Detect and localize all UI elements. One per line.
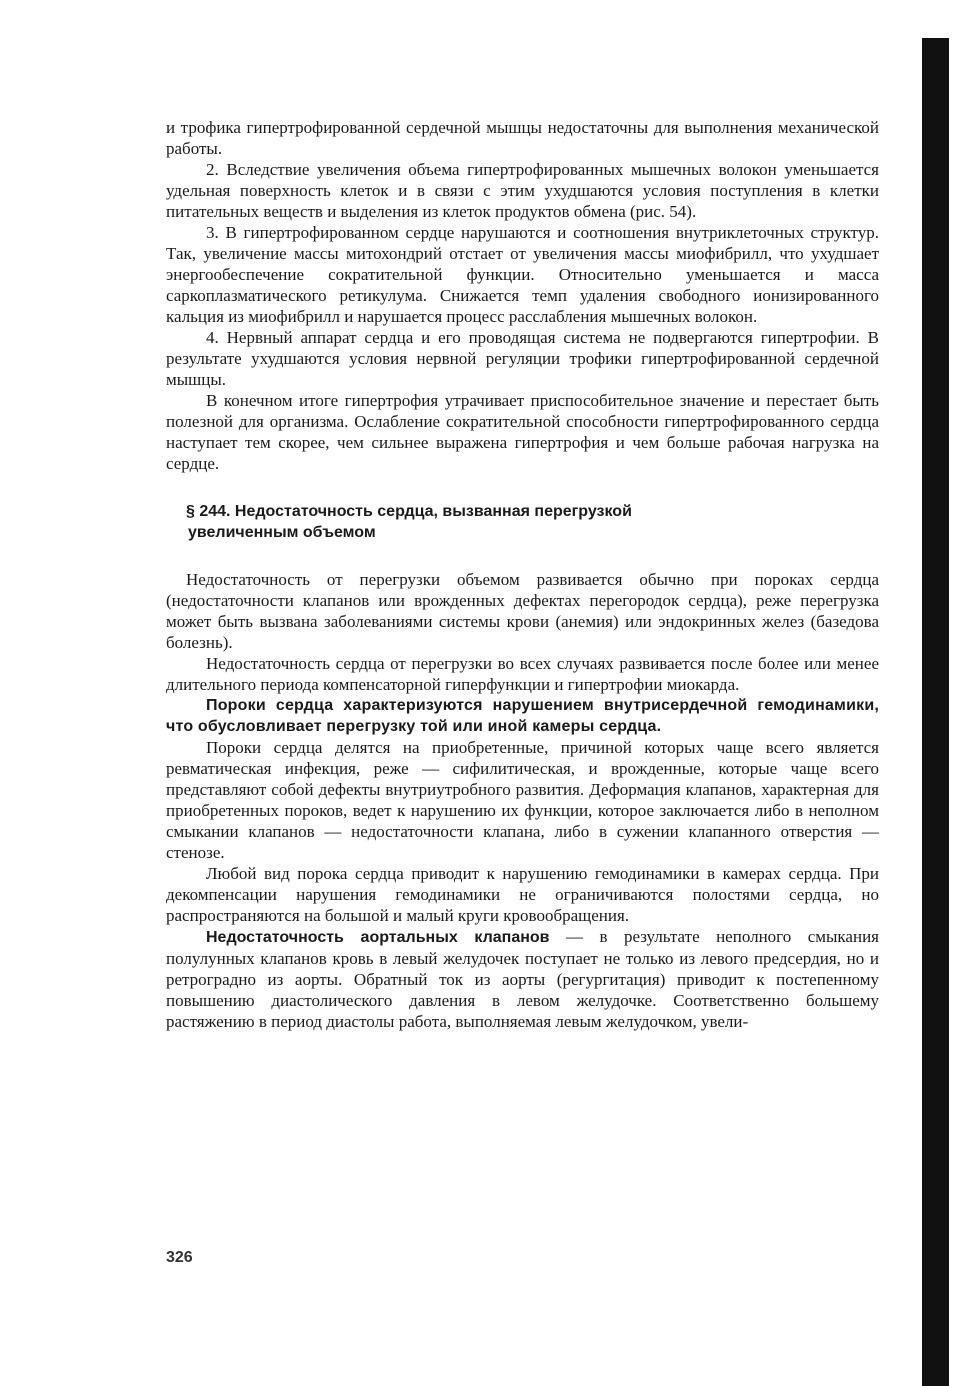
page-number: 326 <box>166 1249 193 1266</box>
paragraph-aortic-text: — в результате неполного смыкания полулунных клапанов кровь в левый желудочек поступает не только из левого предсердия, но и ретроградно из аорты. Обратный ток из аорты (регургитация) приводит к постепенному повышению диастолического давления в левом желудочке. Соответственно большему растяжению в период диастолы работа, выполняемая левым желудочком, увели- <box>166 927 879 1031</box>
section-heading-line1: § 244. Недостаточность сердца, вызванная перегрузкой <box>186 503 632 520</box>
paragraph-section-intro: Недостаточность от перегрузки объемом развивается обычно при пороках сердца (недостаточности клапанов или врожденных дефектах перегородок сердца), реже перегрузка может быть вызвана заболеваниями системы крови (анемия) или эндокринных желез (базедова болезнь). <box>166 570 879 652</box>
paragraph-hemodynamics: Любой вид порока сердца приводит к нарушению гемодинамики в камерах сердца. При декомпенсации нарушения гемодинамики не ограничиваются полостями сердца, но распространяются на большой и малый круги кровообращения. <box>166 864 879 925</box>
paragraph-emphasis: Пороки сердца характеризуются нарушением внутрисердечной гемодинамики, что обусловливает перегрузку той или иной камеры сердца. <box>166 697 879 735</box>
paragraph-conclusion: В конечном итоге гипертрофия утрачивает приспособительное значение и перестает быть полезной для организма. Ослабление сократительной способности гипертрофированного сердца наступает тем скорее, чем сильнее выражена гипертрофия и чем больше рабочая нагрузка на сердце. <box>166 391 879 473</box>
paragraph-defects-types: Пороки сердца делятся на приобретенные, причиной которых чаще всего является ревматическая инфекция, реже — сифилитическая, и врожденные, которые чаще всего представляют собой дефекты внутриутробного развития. Деформация клапанов, характерная для приобретенных пороков, ведет к нарушению их функции, которое заключается либо в неполном смыкании клапанов — недостаточности клапана, либо в сужении клапанного отверстия — стенозе. <box>166 738 879 862</box>
paragraph-point-4: 4. Нервный аппарат сердца и его проводящая система не подвергаются гипертрофии. В результате ухудшаются условия нервной регуляции трофики гипертрофированной сердечной мышцы. <box>166 328 879 389</box>
paragraph-aortic-insufficiency <box>166 926 879 1032</box>
section-heading <box>186 501 879 543</box>
paragraph-overload: Недостаточность сердца от перегрузки во всех случаях развивается после более или менее длительного периода компенсаторной гиперфункции и гипертрофии миокарда. <box>166 654 879 694</box>
paragraph-point-2: 2. Вследствие увеличения объема гипертрофированных мышечных волокон уменьшается удельная поверхность клеток и в связи с этим ухудшаются условия поступления в клетки питательных веществ и выделения из клеток продуктов обмена (рис. 54). <box>166 160 879 221</box>
paragraph-continuation: и трофика гипертрофированной сердечной мышцы недостаточны для выполнения механической работы. <box>166 118 879 158</box>
text-column <box>166 117 879 1032</box>
paragraph-point-3: 3. В гипертрофированном сердце нарушаются и соотношения внутриклеточных структур. Так, увеличение массы митохондрий отстает от увеличения массы миофибрилл, что ухудшает энергообеспечение сократительной функции. Относительно уменьшается и масса саркоплазматического ретикулума. Снижается темп удаления свободного ионизированного кальция из миофибрилл и нарушается процесс расслабления мышечных волокон. <box>166 223 879 326</box>
section-heading-line2: увеличенным объемом <box>188 524 376 541</box>
run-in-heading: Недостаточность аортальных клапанов <box>206 929 550 946</box>
scan-edge-shadow <box>922 38 949 1386</box>
